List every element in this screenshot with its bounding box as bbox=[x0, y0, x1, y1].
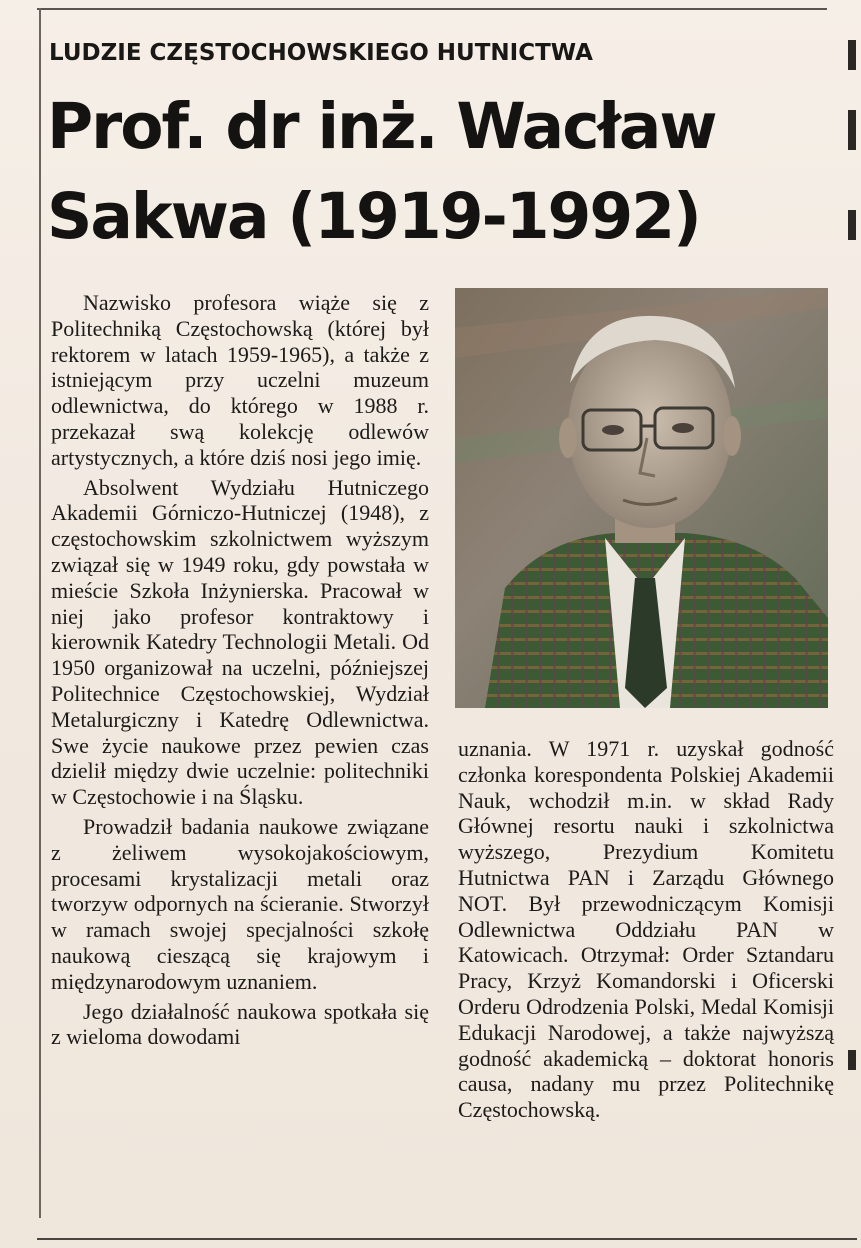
portrait-image bbox=[455, 288, 828, 708]
edge-mark bbox=[848, 210, 856, 240]
paragraph: Prowadził badania naukowe związane z żeliwem wysokojakościowym, procesami krystalizacji metali oraz tworzyw odpornych na ścieranie. Stworzył w ramach swojej specjalności szkołę naukową cieszącą się krajowym i międzynarodowym uznaniem. bbox=[51, 813, 429, 994]
paragraph: Jego działalność naukowa spotkała się z wieloma dowodami bbox=[51, 998, 429, 1050]
edge-mark bbox=[848, 40, 856, 70]
paragraph: Absolwent Wydziału Hutniczego Akademii Górniczo-Hutniczej (1948), z częstochowskim szkolnictwem wyższym związał się w 1949 roku, gdy powstała w mieście Szkoła Inżynierska. Pracował w niej jako profesor kontraktowy i kierownik Katedry Technologii Metali. Od 1950 organizował na uczelni, późniejszej Politechnice Częstochowskiej, Wydział Metalurgiczny i Katedrę Odlewnictwa. Swe życie naukowe przez pewien czas dzielił między dwie uczelnie: politechniki w Częstochowie i na Śląsku. bbox=[51, 474, 429, 810]
bottom-rule bbox=[37, 1238, 857, 1240]
portrait-photo bbox=[455, 288, 828, 708]
left-rule bbox=[39, 8, 41, 1218]
top-rule bbox=[37, 8, 827, 10]
section-kicker: LUDZIE CZĘSTOCHOWSKIEGO HUTNICTWA bbox=[49, 40, 593, 66]
edge-mark bbox=[848, 1050, 856, 1070]
paragraph: Nazwisko profesora wiąże się z Politechniką Częstochowską (której był rektorem w latach 1959-1965), a także z istniejącym przy uczelni muzeum odlewnictwa, do którego w 1988 r. przekazał swą kolekcję odlewów artystycznych, a które dziś nosi jego imię. bbox=[51, 290, 429, 470]
left-column bbox=[51, 290, 429, 1050]
right-column bbox=[458, 736, 834, 1123]
edge-mark bbox=[848, 110, 856, 150]
article-headline: Prof. dr inż. Wacław Sakwa (1919-1992) bbox=[47, 90, 716, 253]
paragraph: uznania. W 1971 r. uzyskał godność członka korespondenta Polskiej Akademii Nauk, wchodził m.in. w skład Rady Głównej resortu nauki i szkolnictwa wyższego, Prezydium Komitetu Hutnictwa PAN i Zarządu Głównego NOT. Był przewodniczącym Komisji Odlewnictwa Oddziału PAN w Katowicach. Otrzymał: Order Sztandaru Pracy, Krzyż Komandorski i Oficerski Orderu Odrodzenia Polski, Medal Komisji Edukacji Narodowej, a także najwyższą godność akademicką – doktorat honoris causa, nadany mu przez Politechnikę Częstochowską. bbox=[458, 736, 834, 1123]
